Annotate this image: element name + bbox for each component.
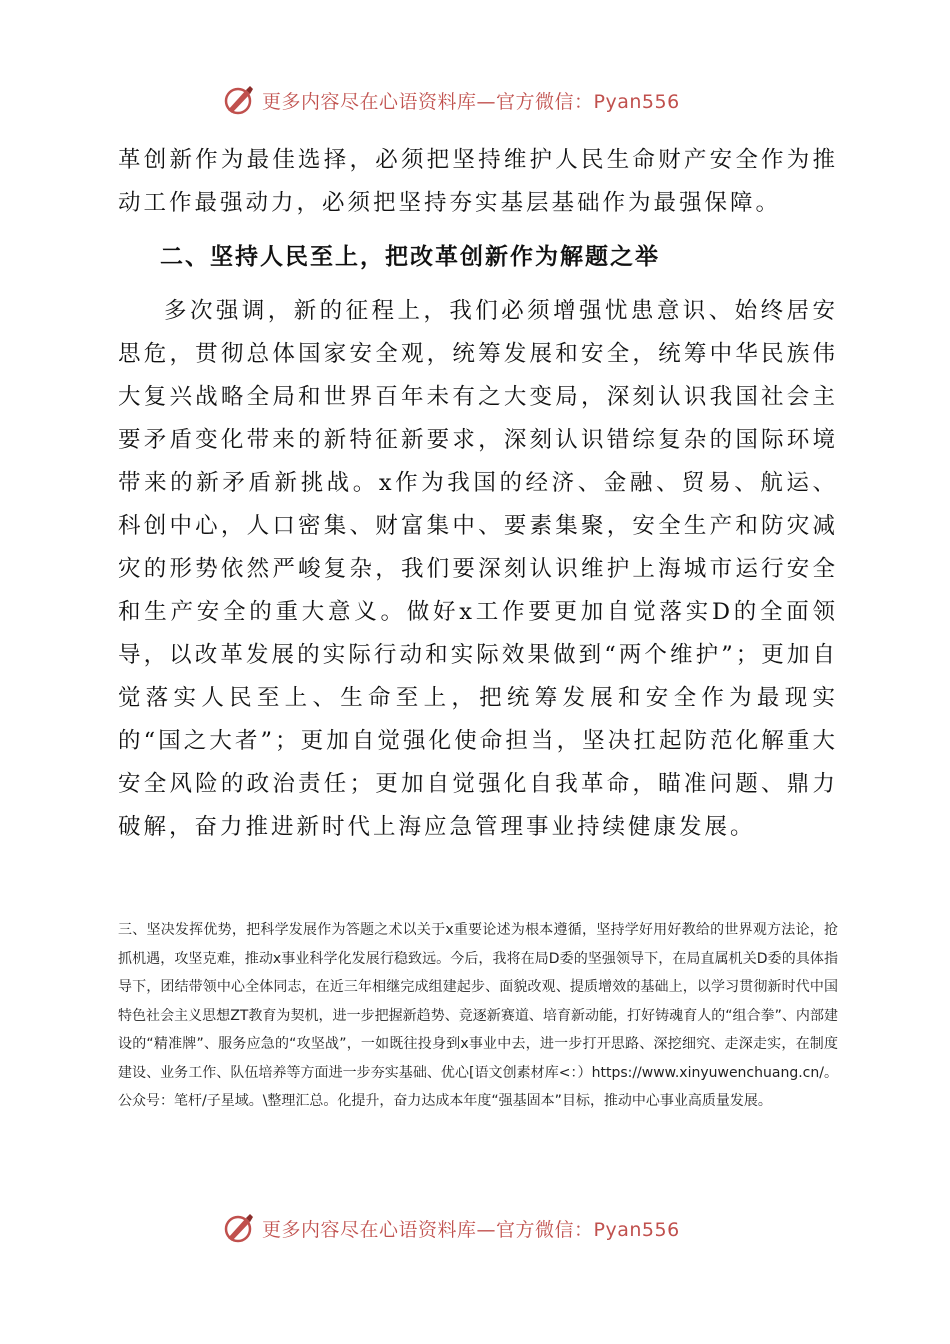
section-heading: 二、坚持人民至上，把改革创新作为解题之举: [160, 244, 660, 270]
pen-logo-icon: [220, 1210, 256, 1246]
paragraph-main: 多次强调，新的征程上，我们必须增强忧患意识、始终居安思危，贯彻总体国家安全观，统筹发展和安全，统筹中华民族伟大复兴战略全局和世界百年未有之大变局，深刻认识我国社会主要矛盾变化带来的新特征新要求，深刻认识错综复杂的国际环境带来的新矛盾新挑战。x作为我国的经济、金融、贸易、航运、科创中心，人口密集、财富集中、要素集聚，安全生产和防灾减灾的形势依然严峻复杂，我们要深刻认识维护上海城市运行安全和生产安全的重大意义。做好x工作要更加自觉落实D的全面领导，以改革发展的实际行动和实际效果做到“两个维护”；更加自觉落实人民至上、生命至上，把统筹发展和安全作为最现实的“国之大者”；更加自觉强化使命担当，坚决扛起防范化解重大安全风险的政治责任；更加自觉强化自我革命，瞄准问题、鼎力破解，奋力推进新时代上海应急管理事业持续健康发展。: [118, 298, 838, 840]
header-banner-text: 更多内容尽在心语资料库—官方微信：Pyan556: [262, 90, 680, 113]
pen-logo-icon: [220, 82, 256, 118]
header-watermark-banner: [220, 80, 680, 120]
footer-banner-text: 更多内容尽在心语资料库—官方微信：Pyan556: [262, 1218, 680, 1241]
footer-watermark-banner: [220, 1208, 680, 1248]
paragraph-small: 三、坚决发挥优势，把科学发展作为答题之术以关于x重要论述为根本遵循，坚持学好用好教给的世界观方法论，抢抓机遇，攻坚克难，推动x事业科学化发展行稳致远。今后，我将在局D委的坚强领导下，在局直属机关D委的具体指导下，团结带领中心全体同志，在近三年相继完成组建起步、面貌改观、提质增效的基础上，以学习贯彻新时代中国特色社会主义思想ZT教育为契机，进一步把握新趋势、竞逐新赛道、培育新动能，打好铸魂育人的“组合拳”、内部建设的“精准牌”、服务应急的“攻坚战”，一如既往投身到x事业中去，进一步打开思路、深挖细究、走深走实，在制度建设、业务工作、队伍培养等方面进一步夯实基础、优心[语文创素材库<：）https://www.xinyuwenchuang.cn/。公众号：笔杆/子星域。\整理汇总。化提升，奋力达成本年度“强基固本”目标，推动中心事业高质量发展。: [118, 922, 838, 1109]
paragraph-continuation: 革创新作为最佳选择，必须把坚持维护人民生命财产安全作为推动工作最强动力，必须把坚持夯实基层基础作为最强保障。: [118, 147, 838, 216]
